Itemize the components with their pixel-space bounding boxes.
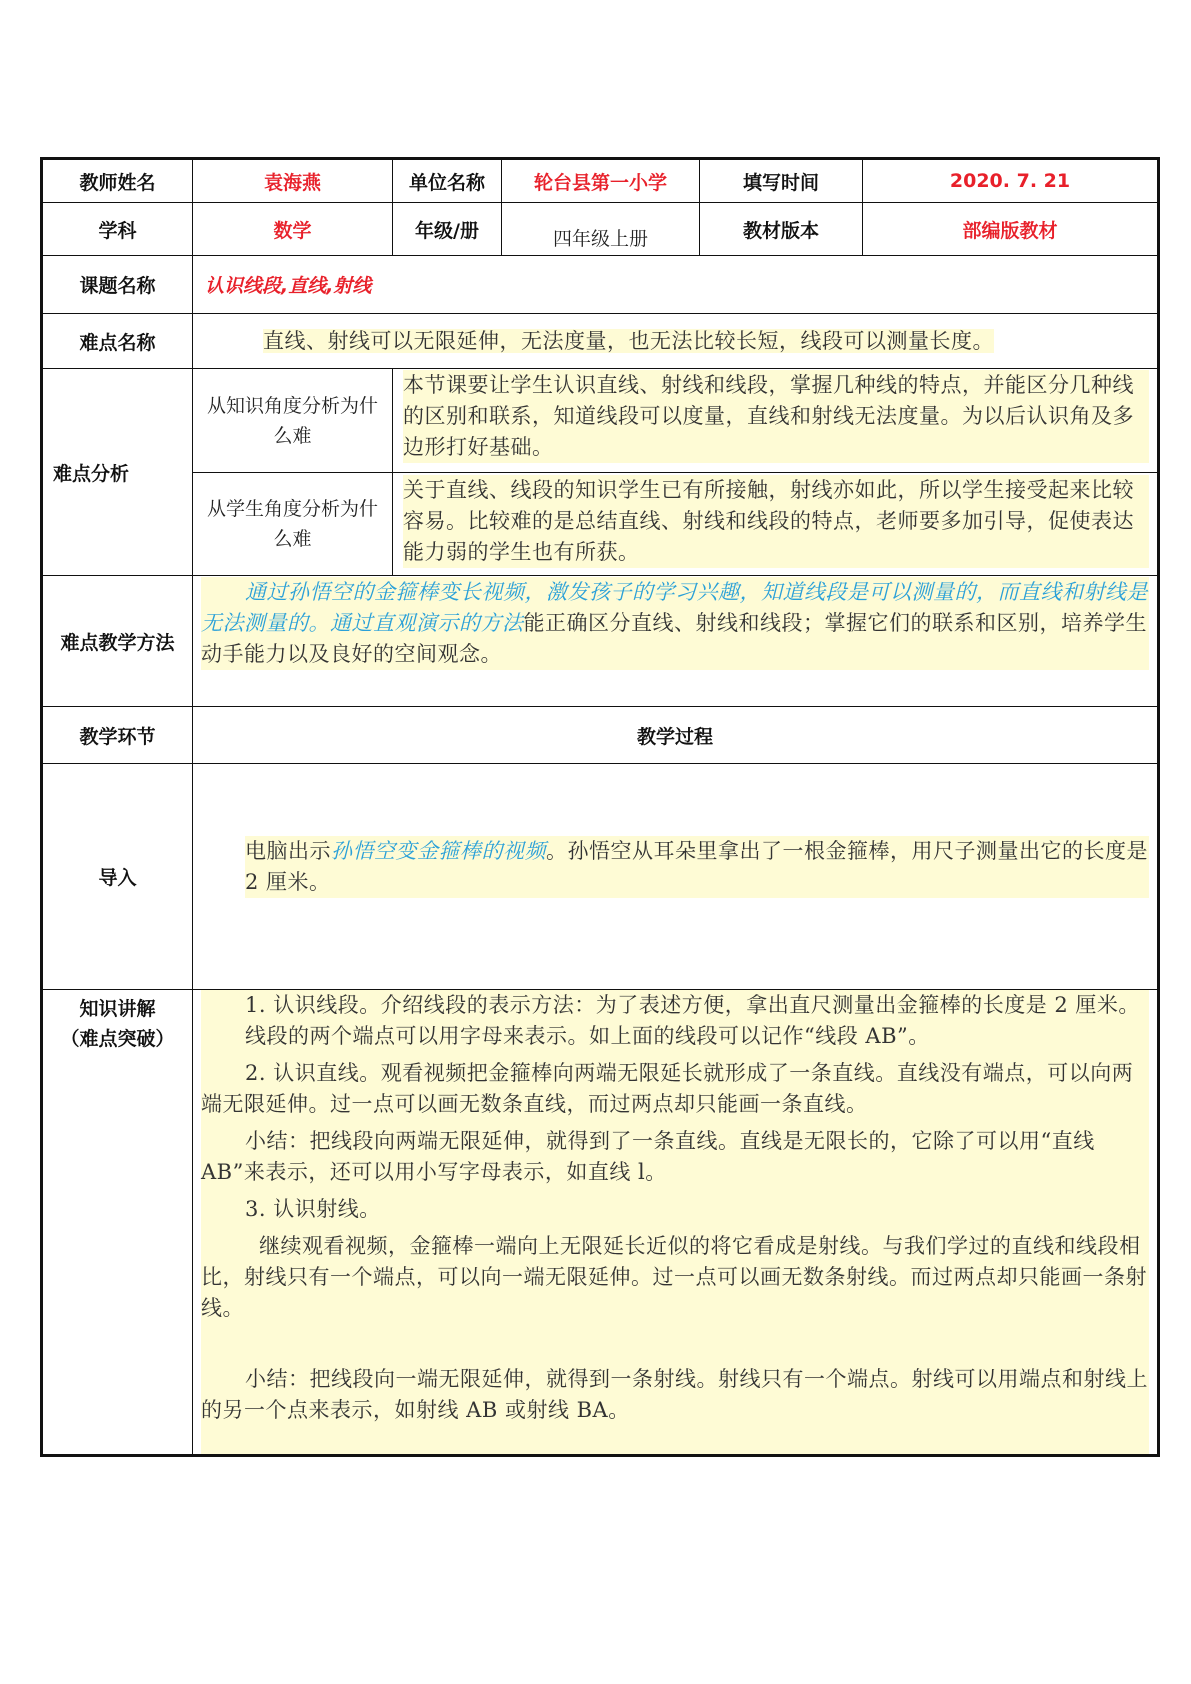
student-angle-text: 关于直线、线段的知识学生已有所接触，射线亦如此，所以学生接受起来比较容易。比较难的是总结直线、射线和线段的特点，老师要多加引导，促使表达能力弱的学生也有所获。 <box>403 475 1149 568</box>
knowledge-label <box>42 990 193 1456</box>
knowledge-angle-label: 从知识角度分析为什么难 <box>193 369 393 473</box>
unit-label: 单位名称 <box>393 159 502 203</box>
method-text-italic: 通过孙悟空的金箍棒变长视频，激发孩子的学习兴趣，知道线段是可以测量的，而直线和射线是无法测量的。通过直观演示的方法 <box>201 580 1148 635</box>
grade-value: 四年级上册 <box>502 203 700 256</box>
knowledge-label-line1: 知识讲解 <box>79 998 156 1020</box>
stage-header: 教学环节 <box>42 707 193 764</box>
method-text-plain: 能正确区分直线、射线和线段；掌握它们的联系和区别，培养学生动手能力以及良好的空间观念。 <box>201 611 1147 666</box>
topic-label: 课题名称 <box>42 256 193 314</box>
subject-label: 学科 <box>42 203 193 256</box>
intro-text <box>245 836 1149 898</box>
time-label: 填写时间 <box>700 159 863 203</box>
method-text <box>201 577 1149 670</box>
knowledge-p4: 3. 认识射线。 <box>245 1197 381 1221</box>
lesson-plan-table <box>40 157 1160 1457</box>
analysis-label: 难点分析 <box>42 369 193 576</box>
knowledge-angle-text: 本节课要让学生认识直线、射线和线段，掌握几种线的特点，并能区分几种线的区别和联系，知道线段可以度量，直线和射线无法度量。为以后认识角及多边形打好基础。 <box>403 370 1149 463</box>
method-label: 难点教学方法 <box>42 576 193 707</box>
topic-value: 认识线段,直线,射线 <box>193 256 1159 314</box>
student-angle-label: 从学生角度分析为什么难 <box>193 473 393 576</box>
subject-value: 数学 <box>193 203 393 256</box>
knowledge-p6: 小结：把线段向一端无限延伸，就得到一条射线。射线只有一个端点。射线可以用端点和射线上的另一个点来表示，如射线 AB 或射线 BA。 <box>201 1367 1148 1422</box>
time-value: 2020. 7. 21 <box>863 159 1159 203</box>
intro-text-b: 。孙悟空从耳朵里拿出了一根金箍棒，用尺子测量出它的长度是 2 厘米。 <box>245 838 1148 894</box>
knowledge-p2: 2. 认识直线。观看视频把金箍棒向两端无限延长就形成了一条直线。直线没有端点，可以向两端无限延伸。过一点可以画无数条直线，而过两点却只能画一条直线。 <box>201 1061 1134 1116</box>
difficulty-label: 难点名称 <box>42 314 193 369</box>
intro-text-a: 电脑出示 <box>245 838 331 863</box>
teacher-value: 袁海燕 <box>193 159 393 203</box>
intro-label: 导入 <box>42 764 193 990</box>
process-header: 教学过程 <box>193 707 1159 764</box>
knowledge-p5: 继续观看视频，金箍棒一端向上无限延长近似的将它看成是射线。与我们学过的直线和线段相比，射线只有一个端点，可以向一端无限延伸。过一点可以画无数条射线。而过两点却只能画一条射线。 <box>201 1234 1147 1320</box>
edition-value: 部编版教材 <box>863 203 1159 256</box>
knowledge-p3: 小结：把线段向两端无限延伸，就得到了一条直线。直线是无限长的，它除了可以用“直线 AB”来表示，还可以用小写字母表示，如直线 l。 <box>201 1129 1095 1184</box>
edition-label: 教材版本 <box>700 203 863 256</box>
grade-label: 年级/册 <box>393 203 502 256</box>
knowledge-label-line2: （难点突破） <box>60 1028 175 1050</box>
knowledge-p1: 1. 认识线段。介绍线段的表示方法：为了表述方便，拿出直尺测量出金箍棒的长度是 2 厘米。线段的两个端点可以用字母来表示。如上面的线段可以记作“线段 AB”。 <box>245 993 1140 1048</box>
intro-video-title: 孙悟空变金箍棒的视频 <box>331 838 546 863</box>
difficulty-value: 直线、射线可以无限延伸，无法度量，也无法比较长短，线段可以测量长度。 <box>263 328 994 353</box>
unit-value: 轮台县第一小学 <box>502 159 700 203</box>
lesson-plan-sheet <box>40 157 1157 1457</box>
teacher-label: 教师姓名 <box>42 159 193 203</box>
